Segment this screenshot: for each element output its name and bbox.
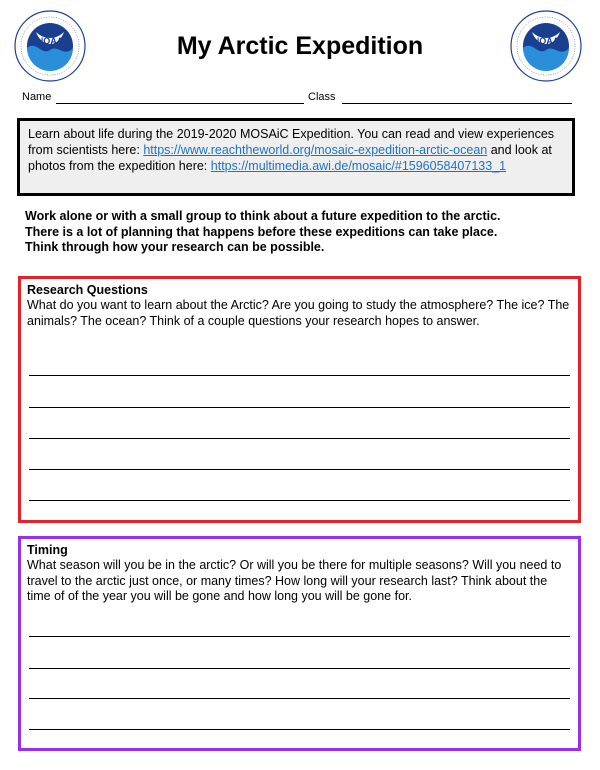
page-title: My Arctic Expedition — [176, 32, 424, 60]
instructions-line: Think through how your research can be possible. — [25, 240, 325, 254]
research-heading: Research Questions — [27, 283, 148, 297]
instructions-line: There is a lot of planning that happens before these expeditions can take place. — [25, 224, 498, 239]
answer-line[interactable] — [29, 668, 570, 669]
answer-line[interactable] — [29, 438, 570, 439]
name-field[interactable] — [56, 103, 304, 104]
intro-text-2: and look at photos from the expedition here: — [28, 143, 552, 173]
answer-line[interactable] — [29, 407, 570, 408]
timing-prompt: What season will you be in the arctic? Or will you be there for multiple seasons? Will you need to travel to the arctic just once, or many times? How long will your research last? Think about the time of of the year you will be gone and how long you will be gone for. — [27, 558, 562, 603]
answer-line[interactable] — [29, 469, 570, 470]
instructions — [25, 209, 575, 256]
timing-section — [18, 536, 581, 751]
class-field[interactable] — [342, 103, 572, 104]
research-questions-section — [18, 276, 581, 523]
research-prompt: What do you want to learn about the Arctic? Are you going to study the atmosphere? The ice? The animals? The ocean? Think of a couple questions your research hopes to answer. — [27, 298, 570, 328]
answer-line[interactable] — [29, 500, 570, 501]
name-class-row — [22, 91, 574, 107]
answer-line[interactable] — [29, 729, 570, 730]
name-label: Name — [22, 91, 52, 103]
instructions-line: Work alone or with a small group to think about a future expedition to the arctic. — [25, 209, 501, 223]
answer-line[interactable] — [29, 375, 570, 376]
intro-box — [17, 118, 575, 196]
class-label: Class — [308, 91, 336, 103]
svg-text:NOAA: NOAA — [36, 36, 64, 46]
reachtheworld-link[interactable]: https://www.reachtheworld.org/mosaic-expedition-arctic-ocean — [143, 143, 488, 157]
awi-multimedia-link[interactable]: https://multimedia.awi.de/mosaic/#1596058407133_1 — [210, 159, 507, 173]
svg-text:NOAA: NOAA — [532, 36, 560, 46]
timing-heading: Timing — [27, 543, 68, 557]
answer-line[interactable] — [29, 636, 570, 637]
answer-line[interactable] — [29, 698, 570, 699]
intro-text: Learn about life during the 2019-2020 MOSAiC Expedition. You can read and view experiences from scientists here: — [28, 127, 555, 157]
